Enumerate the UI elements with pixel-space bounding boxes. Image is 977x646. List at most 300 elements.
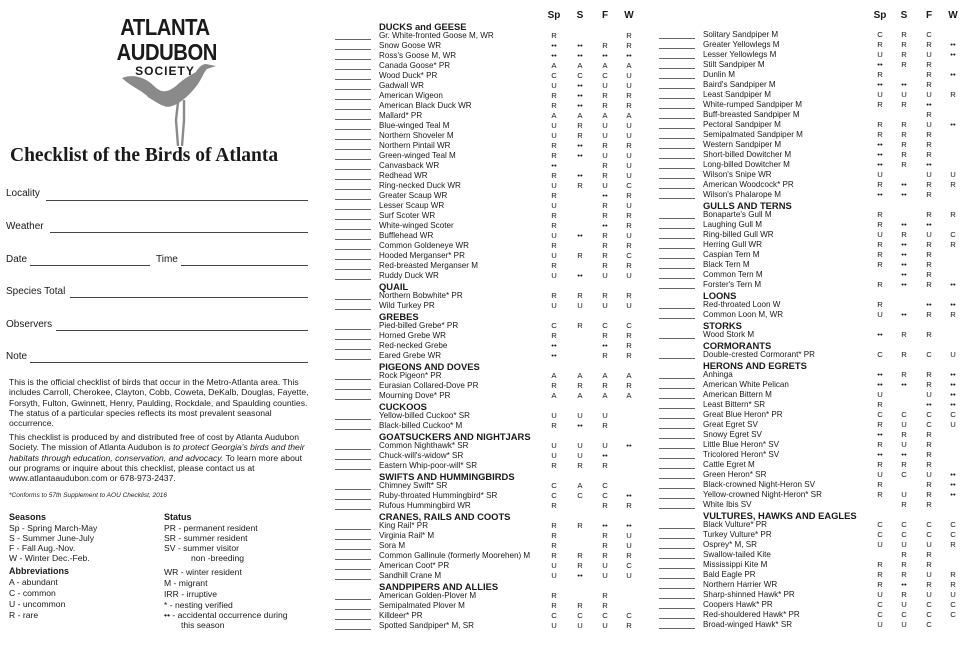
tally-blank[interactable]	[659, 188, 695, 189]
tally-blank[interactable]	[335, 159, 371, 160]
season-code: R	[926, 140, 932, 149]
season-code: ••	[602, 341, 608, 350]
season-code: R	[901, 350, 907, 359]
season-code: U	[901, 540, 907, 549]
tally-blank[interactable]	[659, 248, 695, 249]
species-row	[659, 280, 977, 290]
species-row	[659, 190, 977, 200]
season-code: R	[901, 460, 907, 469]
species-name: Forster's Tern M	[703, 280, 762, 289]
tally-blank[interactable]	[659, 258, 695, 259]
tally-blank[interactable]	[335, 329, 371, 330]
season-code: R	[602, 201, 608, 210]
tally-blank[interactable]	[659, 358, 695, 359]
tally-blank[interactable]	[659, 488, 695, 489]
observers-field[interactable]	[56, 330, 308, 331]
tally-blank[interactable]	[659, 58, 695, 59]
species-name: Ross's Goose M, WR	[379, 51, 457, 60]
season-header-summer: S	[900, 10, 908, 21]
weather-label: Weather	[6, 221, 44, 232]
season-code: R	[626, 551, 632, 560]
tally-blank[interactable]	[659, 398, 695, 399]
status-heading: Status	[164, 512, 192, 522]
date-field[interactable]	[30, 265, 150, 266]
abbreviation-item: C - common	[9, 588, 56, 598]
species-name: Long-billed Dowitcher M	[703, 160, 790, 169]
tally-blank[interactable]	[659, 448, 695, 449]
tally-blank[interactable]	[659, 408, 695, 409]
season-code: R	[626, 101, 632, 110]
season-code: ••	[577, 51, 583, 60]
species-row	[335, 371, 653, 381]
tally-blank[interactable]	[335, 389, 371, 390]
tally-blank[interactable]	[659, 98, 695, 99]
season-code: C	[877, 350, 883, 359]
tally-blank[interactable]	[659, 148, 695, 149]
species-row	[659, 170, 977, 180]
season-code: A	[602, 391, 608, 400]
season-code: C	[626, 251, 632, 260]
season-code: U	[877, 390, 883, 399]
tally-blank[interactable]	[659, 428, 695, 429]
tally-blank[interactable]	[659, 468, 695, 469]
season-header-spring: Sp	[873, 10, 887, 21]
season-code: R	[551, 541, 557, 550]
species-row	[335, 601, 653, 611]
season-code: R	[602, 101, 608, 110]
season-code: R	[551, 31, 557, 40]
species-row	[335, 381, 653, 391]
season-code: C	[950, 530, 956, 539]
season-code: U	[551, 451, 557, 460]
season-code: ••	[950, 390, 956, 399]
tally-blank[interactable]	[659, 318, 695, 319]
tally-blank[interactable]	[659, 218, 695, 219]
season-code: R	[577, 291, 583, 300]
atlanta-audubon-logo	[110, 8, 220, 146]
season-code: R	[551, 521, 557, 530]
season-code: R	[626, 501, 632, 510]
season-code: R	[926, 260, 932, 269]
season-code: ••	[901, 380, 907, 389]
season-code: U	[626, 571, 632, 580]
tally-blank[interactable]	[659, 68, 695, 69]
species-row	[335, 591, 653, 601]
species-name: Bald Eagle PR	[703, 570, 756, 579]
tally-blank[interactable]	[335, 139, 371, 140]
tally-blank[interactable]	[335, 199, 371, 200]
species-name: Ruddy Duck WR	[379, 271, 439, 280]
species-row	[335, 411, 653, 421]
species-name: Virginia Rail* M	[379, 531, 435, 540]
season-code: R	[926, 70, 932, 79]
tally-blank[interactable]	[335, 119, 371, 120]
season-code: C	[626, 181, 632, 190]
tally-blank[interactable]	[335, 339, 371, 340]
tally-blank[interactable]	[659, 178, 695, 179]
tally-blank[interactable]	[335, 219, 371, 220]
season-code: U	[877, 540, 883, 549]
locality-field[interactable]	[46, 200, 308, 201]
season-code: ••	[901, 190, 907, 199]
species-name: Bufflehead WR	[379, 231, 434, 240]
tally-blank[interactable]	[659, 168, 695, 169]
intro-paragraph: This is the official checklist of birds that occur in the Metro-Atlanta area. This includes Carroll, Cherokee, Clayton, Cobb, Coweta, DeKalb, Douglas, Fayette, Forsyth, Fulton, Gwinnett, Henry, Paulding, Rockdale, and Spaulding counties. The status of a particular species reflects its most prevalent seasonal occurrence.	[9, 377, 309, 429]
season-code: ••	[926, 160, 932, 169]
tally-blank[interactable]	[335, 499, 371, 500]
tally-blank[interactable]	[659, 78, 695, 79]
species-row	[335, 501, 653, 511]
abbreviations-heading: Abbreviations	[9, 566, 70, 576]
mission-statement: to protect Georgia's birds and their habitats through education, conservation, and advocacy.	[9, 442, 305, 463]
season-code: U	[926, 570, 932, 579]
season-code: ••	[950, 490, 956, 499]
season-code: U	[901, 440, 907, 449]
tally-blank[interactable]	[659, 438, 695, 439]
tally-blank[interactable]	[335, 489, 371, 490]
season-code: C	[626, 321, 632, 330]
season-code: ••	[877, 60, 883, 69]
season-code: ••	[901, 80, 907, 89]
tally-blank[interactable]	[659, 618, 695, 619]
species-row	[659, 540, 977, 550]
species-row	[659, 380, 977, 390]
season-code: R	[551, 191, 557, 200]
tally-blank[interactable]	[659, 418, 695, 419]
season-code: R	[577, 121, 583, 130]
season-code: R	[577, 561, 583, 570]
season-code: R	[926, 40, 932, 49]
tally-blank[interactable]	[659, 118, 695, 119]
species-name: Buff-breasted Sandpiper M	[703, 110, 800, 119]
species-name: Wood Duck* PR	[379, 71, 438, 80]
species-name: Yellow-crowned Night-Heron* SR	[703, 490, 822, 499]
season-code: R	[926, 330, 932, 339]
season-code: R	[877, 570, 883, 579]
tally-blank[interactable]	[335, 349, 371, 350]
season-code: R	[950, 570, 956, 579]
tally-blank[interactable]	[659, 508, 695, 509]
tally-blank[interactable]	[335, 599, 371, 600]
season-code: R	[602, 171, 608, 180]
season-code: A	[602, 111, 608, 120]
species-row	[335, 151, 653, 161]
tally-blank[interactable]	[335, 629, 371, 630]
season-code: ••	[926, 300, 932, 309]
season-code: R	[602, 351, 608, 360]
season-code: R	[602, 291, 608, 300]
tally-blank[interactable]	[659, 88, 695, 89]
abbreviation-item: U - uncommon	[9, 599, 66, 609]
tally-blank[interactable]	[659, 548, 695, 549]
species-name: White Ibis SV	[703, 500, 752, 509]
season-code: U	[551, 81, 557, 90]
species-name: Semipalmated Plover M	[379, 601, 465, 610]
species-name: Baird's Sandpiper M	[703, 80, 776, 89]
tally-blank[interactable]	[335, 459, 371, 460]
season-code: R	[877, 300, 883, 309]
season-code: U	[577, 441, 583, 450]
season-code: R	[602, 141, 608, 150]
season-code: R	[926, 550, 932, 559]
season-code: A	[602, 61, 608, 70]
tally-blank[interactable]	[659, 278, 695, 279]
tally-blank[interactable]	[659, 108, 695, 109]
season-code: C	[577, 491, 583, 500]
season-code: U	[626, 81, 632, 90]
season-code: C	[950, 520, 956, 529]
season-code: R	[950, 180, 956, 189]
season-code: A	[577, 371, 583, 380]
tally-blank[interactable]	[659, 528, 695, 529]
tally-blank[interactable]	[335, 529, 371, 530]
tally-blank[interactable]	[335, 99, 371, 100]
tally-blank[interactable]	[659, 128, 695, 129]
species-total-field[interactable]	[70, 297, 308, 298]
tally-blank[interactable]	[659, 228, 695, 229]
tally-blank[interactable]	[335, 509, 371, 510]
logo-text-line2: AUDUBON	[116, 39, 217, 65]
tally-blank[interactable]	[335, 89, 371, 90]
species-row	[659, 590, 977, 600]
species-name: Horned Grebe WR	[379, 331, 447, 340]
season-code: C	[551, 71, 557, 80]
season-code: R	[551, 381, 557, 390]
species-row	[659, 520, 977, 530]
tally-blank[interactable]	[659, 608, 695, 609]
season-code: R	[901, 30, 907, 39]
species-row	[659, 130, 977, 140]
tally-blank[interactable]	[335, 129, 371, 130]
species-name: Rufous Hummingbird WR	[379, 501, 471, 510]
season-code: R	[926, 110, 932, 119]
tally-blank[interactable]	[335, 239, 371, 240]
species-name: Common Nighthawk* SR	[379, 441, 469, 450]
tally-blank[interactable]	[659, 598, 695, 599]
season-header-fall: F	[601, 10, 609, 21]
species-row	[335, 541, 653, 551]
season-code: R	[551, 601, 557, 610]
season-code: C	[950, 610, 956, 619]
species-row	[335, 551, 653, 561]
tally-blank[interactable]	[659, 558, 695, 559]
season-code: U	[551, 271, 557, 280]
tally-blank[interactable]	[335, 59, 371, 60]
tally-blank[interactable]	[659, 48, 695, 49]
season-code: C	[926, 350, 932, 359]
season-code: ••	[577, 41, 583, 50]
weather-field[interactable]	[50, 232, 308, 233]
season-code: U	[602, 411, 608, 420]
tally-blank[interactable]	[335, 449, 371, 450]
season-code: U	[626, 161, 632, 170]
season-code: R	[602, 41, 608, 50]
season-code: U	[602, 441, 608, 450]
tally-blank[interactable]	[659, 308, 695, 309]
species-row	[659, 490, 977, 500]
tally-blank[interactable]	[659, 378, 695, 379]
season-code: C	[926, 420, 932, 429]
tally-blank[interactable]	[335, 579, 371, 580]
species-row	[335, 611, 653, 621]
season-code: C	[901, 520, 907, 529]
tally-blank[interactable]	[335, 279, 371, 280]
tally-blank[interactable]	[335, 539, 371, 540]
season-code: U	[926, 390, 932, 399]
status-item: this season	[181, 620, 225, 630]
season-code: U	[577, 301, 583, 310]
season-code: R	[901, 330, 907, 339]
tally-blank[interactable]	[335, 49, 371, 50]
season-code: U	[926, 120, 932, 129]
tally-blank[interactable]	[335, 469, 371, 470]
tally-blank[interactable]	[335, 379, 371, 380]
tally-blank[interactable]	[335, 259, 371, 260]
season-code: R	[901, 100, 907, 109]
tally-blank[interactable]	[659, 158, 695, 159]
tally-blank[interactable]	[335, 149, 371, 150]
tally-blank[interactable]	[335, 169, 371, 170]
species-row	[335, 421, 653, 431]
tally-blank[interactable]	[335, 189, 371, 190]
tally-blank[interactable]	[659, 588, 695, 589]
tally-blank[interactable]	[335, 359, 371, 360]
season-code: R	[551, 531, 557, 540]
tally-blank[interactable]	[335, 419, 371, 420]
season-code: R	[901, 500, 907, 509]
tally-blank[interactable]	[335, 79, 371, 80]
tally-blank[interactable]	[335, 109, 371, 110]
season-code: ••	[901, 260, 907, 269]
species-row	[659, 180, 977, 190]
footnote: *Conforms to 57th Supplement to AOU Checklist, 2016	[9, 492, 168, 499]
time-field[interactable]	[181, 265, 308, 266]
species-name: Swallow-tailed Kite	[703, 550, 771, 559]
tally-blank[interactable]	[659, 138, 695, 139]
season-code: A	[577, 391, 583, 400]
tally-blank[interactable]	[335, 209, 371, 210]
season-code: U	[950, 350, 956, 359]
abbreviation-item: A - abundant	[9, 577, 58, 587]
season-code: U	[551, 301, 557, 310]
tally-blank[interactable]	[335, 299, 371, 300]
season-code: A	[626, 111, 632, 120]
section-heading: LOONS	[703, 290, 737, 301]
tally-blank[interactable]	[335, 309, 371, 310]
page-title: Checklist of the Birds of Atlanta	[10, 145, 279, 166]
status-item: PR - permanent resident	[164, 523, 258, 533]
season-code: U	[626, 201, 632, 210]
species-name: Sharp-shinned Hawk* PR	[703, 590, 795, 599]
section-heading: DUCKS and GEESE	[379, 21, 467, 32]
mission-paragraph	[9, 432, 309, 483]
tally-blank[interactable]	[659, 568, 695, 569]
species-row	[335, 331, 653, 341]
season-item: F - Fall Aug.-Nov.	[9, 543, 76, 553]
season-code: R	[551, 221, 557, 230]
species-total-label: Species Total	[6, 286, 66, 297]
tally-blank[interactable]	[659, 498, 695, 499]
tally-blank[interactable]	[659, 628, 695, 629]
mission-text-a: This checklist is produced by and distributed free of cost by Atlanta Audubon Society. The mission of Atlanta Audubon is	[9, 432, 299, 453]
species-row	[659, 230, 977, 240]
tally-blank[interactable]	[659, 38, 695, 39]
section-heading: CORMORANTS	[703, 340, 772, 351]
season-code: ••	[950, 40, 956, 49]
season-code: U	[551, 201, 557, 210]
species-row	[335, 191, 653, 201]
tally-blank[interactable]	[335, 569, 371, 570]
species-row	[659, 560, 977, 570]
species-row	[659, 410, 977, 420]
season-code: ••	[950, 280, 956, 289]
tally-blank[interactable]	[659, 288, 695, 289]
tally-blank[interactable]	[335, 249, 371, 250]
tally-blank[interactable]	[659, 388, 695, 389]
species-row	[659, 30, 977, 40]
tally-blank[interactable]	[335, 229, 371, 230]
species-name: Greater Scaup WR	[379, 191, 448, 200]
species-name: Blue-winged Teal M	[379, 121, 450, 130]
species-row	[335, 301, 653, 311]
tally-blank[interactable]	[335, 269, 371, 270]
season-code: R	[877, 130, 883, 139]
season-code: R	[926, 240, 932, 249]
tally-blank[interactable]	[335, 399, 371, 400]
tally-blank[interactable]	[335, 559, 371, 560]
season-code: R	[577, 251, 583, 260]
season-code: ••	[602, 191, 608, 200]
season-code: R	[551, 421, 557, 430]
species-row	[335, 531, 653, 541]
tally-blank[interactable]	[659, 478, 695, 479]
tally-blank[interactable]	[335, 619, 371, 620]
season-code: R	[901, 150, 907, 159]
species-name: Common Goldeneye WR	[379, 241, 469, 250]
tally-blank[interactable]	[659, 268, 695, 269]
season-code: A	[577, 111, 583, 120]
tally-blank[interactable]	[659, 578, 695, 579]
season-code: R	[551, 331, 557, 340]
species-row	[659, 270, 977, 280]
tally-blank[interactable]	[659, 238, 695, 239]
season-code: R	[877, 100, 883, 109]
tally-blank[interactable]	[335, 549, 371, 550]
season-code: R	[901, 50, 907, 59]
tally-blank[interactable]	[659, 538, 695, 539]
season-code: U	[950, 170, 956, 179]
species-column-1	[335, 0, 635, 646]
tally-blank[interactable]	[335, 429, 371, 430]
tally-blank[interactable]	[335, 39, 371, 40]
season-code: R	[950, 310, 956, 319]
note-field[interactable]	[30, 362, 308, 363]
tally-blank[interactable]	[659, 198, 695, 199]
tally-blank[interactable]	[335, 609, 371, 610]
tally-blank[interactable]	[659, 338, 695, 339]
season-code: R	[926, 380, 932, 389]
tally-blank[interactable]	[659, 458, 695, 459]
tally-blank[interactable]	[335, 179, 371, 180]
tally-blank[interactable]	[335, 69, 371, 70]
season-code: C	[901, 470, 907, 479]
species-row	[659, 300, 977, 310]
season-code: R	[877, 220, 883, 229]
season-code: U	[602, 131, 608, 140]
season-code: U	[926, 50, 932, 59]
season-code: R	[551, 101, 557, 110]
status-item: M - migrant	[164, 578, 208, 588]
